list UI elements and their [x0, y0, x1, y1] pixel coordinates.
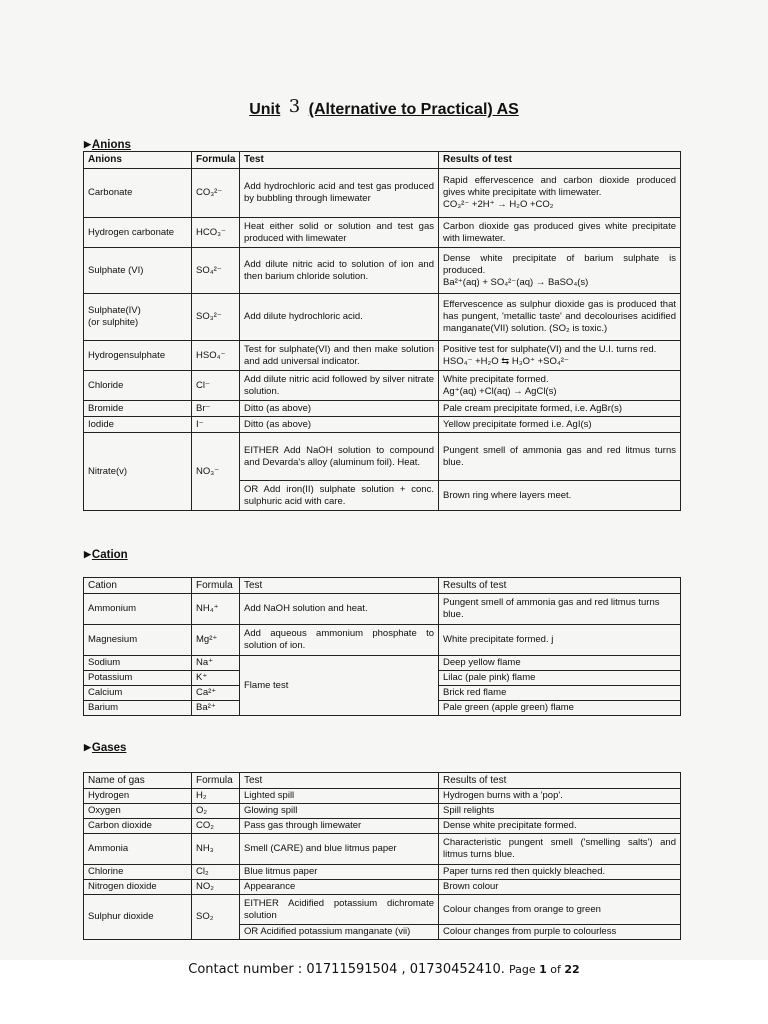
anion-formula: Cl⁻: [192, 371, 240, 401]
page-title: [0, 96, 768, 119]
table-row: [84, 789, 681, 804]
anion-formula: NO₃⁻: [192, 433, 240, 511]
contact-number: Contact number : 01711591504 , 01730452410.: [188, 962, 505, 977]
gas-formula: Cl₂: [192, 865, 240, 880]
anion-formula: Br⁻: [192, 401, 240, 417]
gas-result: Dense white precipitate formed.: [439, 819, 681, 834]
title-handwritten-number: 3: [288, 96, 301, 117]
gases-table: [83, 772, 681, 940]
gas-formula: NO₂: [192, 880, 240, 895]
gas-result: Spill relights: [439, 804, 681, 819]
anion-name: Carbonate: [84, 169, 192, 218]
table-row: [84, 401, 681, 417]
gas-test: Smell (CARE) and blue litmus paper: [240, 834, 439, 865]
anion-formula: SO₄²⁻: [192, 248, 240, 294]
table-header-row: [84, 578, 681, 594]
header-cell: Test: [240, 578, 439, 594]
result-equation: HSO₄⁻ +H₂O ⇆ H₃O⁺ +SO₄²⁻: [443, 355, 569, 367]
gas-formula: CO₂: [192, 819, 240, 834]
anion-formula: HCO₃⁻: [192, 218, 240, 248]
gas-name: Sulphur dioxide: [84, 895, 192, 940]
header-cell: Test: [240, 773, 439, 789]
anion-name: Iodide: [84, 417, 192, 433]
cation-result: White precipitate formed. j: [439, 625, 681, 656]
table-row: [84, 625, 681, 656]
header-cell: Formula: [192, 578, 240, 594]
result-equation: CO₃²⁻ +2H⁺ → H₂O +CO₂: [443, 199, 554, 210]
gas-result: Characteristic pungent smell ('smelling salts') and litmus turns blue.: [439, 834, 681, 865]
anion-formula: I⁻: [192, 417, 240, 433]
bullet-triangle-icon: ▶: [84, 139, 91, 149]
cation-test: Add aqueous ammonium phosphate to solution of ion.: [240, 625, 439, 656]
anion-name: Hydrogensulphate: [84, 341, 192, 371]
anion-name: Nitrate(v): [84, 433, 192, 511]
gas-name: Oxygen: [84, 804, 192, 819]
table-row: [84, 341, 681, 371]
title-suffix: (Alternative to Practical) AS: [308, 101, 519, 118]
header-cell: Results of test: [439, 152, 681, 169]
cation-result: Pale green (apple green) flame: [439, 701, 681, 716]
cation-formula: K⁺: [192, 671, 240, 686]
anion-test: Add dilute nitric acid followed by silver nitrate solution.: [240, 371, 439, 401]
result-equation: Ag⁺(aq) +Cl(aq) → AgCl(s): [443, 385, 557, 397]
cation-table: [83, 577, 681, 716]
anion-test: Test for sulphate(VI) and then make solution and add universal indicator.: [240, 341, 439, 371]
table-row: [84, 895, 681, 925]
anion-name: Sulphate (VI): [84, 248, 192, 294]
result-equation: Ba²⁺(aq) + SO₄²⁻(aq) → BaSO₄(s): [443, 276, 589, 288]
cation-name: Potassium: [84, 671, 192, 686]
anion-result: White precipitate formed. Ag⁺(aq) +Cl(aq) → AgCl(s): [439, 371, 681, 401]
anion-result: Yellow precipitate formed i.e. AgI(s): [439, 417, 681, 433]
header-cell: Formula: [192, 152, 240, 169]
section-heading-cation: ▶Cation: [84, 549, 128, 561]
cation-result: Deep yellow flame: [439, 656, 681, 671]
anion-result: Pale cream precipitate formed, i.e. AgBr(s): [439, 401, 681, 417]
anion-result: Rapid effervescence and carbon dioxide produced gives white precipitate with limewater. CO₃²⁻ +2H⁺ → H₂O +CO₂: [439, 169, 681, 218]
table-row: [84, 656, 681, 671]
table-row: [84, 433, 681, 481]
section-heading-anions: ▶Anions: [84, 139, 131, 151]
cation-result: Brick red flame: [439, 686, 681, 701]
gas-result: Hydrogen burns with a 'pop'.: [439, 789, 681, 804]
page-number: 1: [539, 963, 547, 976]
page-total: 22: [564, 963, 580, 976]
header-cell: Cation: [84, 578, 192, 594]
anion-name: Chloride: [84, 371, 192, 401]
gas-result: Brown colour: [439, 880, 681, 895]
table-row: [84, 594, 681, 625]
cation-name: Calcium: [84, 686, 192, 701]
bullet-triangle-icon: ▶: [84, 549, 91, 559]
gas-test: Pass gas through limewater: [240, 819, 439, 834]
anion-formula: SO₃²⁻: [192, 294, 240, 341]
table-row: [84, 834, 681, 865]
anion-test: Add dilute hydrochloric acid.: [240, 294, 439, 341]
anions-table: [83, 151, 681, 511]
gas-test: Lighted spill: [240, 789, 439, 804]
anion-name: Sulphate(IV) (or sulphite): [84, 294, 192, 341]
bullet-triangle-icon: ▶: [84, 742, 91, 752]
cation-name: Barium: [84, 701, 192, 716]
cation-test: Add NaOH solution and heat.: [240, 594, 439, 625]
anion-test: Ditto (as above): [240, 401, 439, 417]
table-row: [84, 371, 681, 401]
anion-result: Carbon dioxide gas produced gives white precipitate with limewater.: [439, 218, 681, 248]
cation-formula: Ba²⁺: [192, 701, 240, 716]
table-row: [84, 865, 681, 880]
anion-result-alt: Brown ring where layers meet.: [439, 481, 681, 511]
cation-formula: Na⁺: [192, 656, 240, 671]
anion-formula: CO₃²⁻: [192, 169, 240, 218]
table-header-row: [84, 152, 681, 169]
table-row: [84, 417, 681, 433]
cation-name: Magnesium: [84, 625, 192, 656]
header-cell: Formula: [192, 773, 240, 789]
anion-result: Pungent smell of ammonia gas and red litmus turns blue.: [439, 433, 681, 481]
page-footer: [0, 962, 768, 977]
gas-result: Colour changes from orange to green: [439, 895, 681, 925]
table-row: [84, 880, 681, 895]
anion-test: EITHER Add NaOH solution to compound and Devarda's alloy (aluminum foil). Heat.: [240, 433, 439, 481]
anion-result: Positive test for sulphate(VI) and the U.I. turns red. HSO₄⁻ +H₂O ⇆ H₃O⁺ +SO₄²⁻: [439, 341, 681, 371]
table-row: [84, 248, 681, 294]
anion-name: Bromide: [84, 401, 192, 417]
anion-test: Add dilute nitric acid to solution of ion and then barium chloride solution.: [240, 248, 439, 294]
header-cell: Test: [240, 152, 439, 169]
gas-formula: H₂: [192, 789, 240, 804]
table-row: [84, 804, 681, 819]
anion-test: Heat either solid or solution and test gas produced with limewater: [240, 218, 439, 248]
gas-formula: SO₂: [192, 895, 240, 940]
table-row: [84, 218, 681, 248]
cation-name: Ammonium: [84, 594, 192, 625]
gas-formula: O₂: [192, 804, 240, 819]
section-heading-gases: ▶Gases: [84, 742, 127, 754]
flame-test-cell: Flame test: [240, 656, 439, 716]
cation-result: Pungent smell of ammonia gas and red litmus turns blue.: [439, 594, 681, 625]
table-row: [84, 294, 681, 341]
table-row: [84, 169, 681, 218]
gas-test: EITHER Acidified potassium dichromate solution: [240, 895, 439, 925]
anion-formula: HSO₄⁻: [192, 341, 240, 371]
page-indicator: Page 1 of 22: [509, 963, 580, 976]
gas-name: Nitrogen dioxide: [84, 880, 192, 895]
cation-name: Sodium: [84, 656, 192, 671]
header-cell: Results of test: [439, 773, 681, 789]
cation-formula: Mg²⁺: [192, 625, 240, 656]
gas-name: Ammonia: [84, 834, 192, 865]
anion-name: Hydrogen carbonate: [84, 218, 192, 248]
table-row: [84, 819, 681, 834]
header-cell: Name of gas: [84, 773, 192, 789]
title-prefix: Unit: [249, 101, 281, 118]
table-header-row: [84, 773, 681, 789]
anion-test: Add hydrochloric acid and test gas produced by bubbling through limewater: [240, 169, 439, 218]
gas-name: Hydrogen: [84, 789, 192, 804]
cation-formula: NH₄⁺: [192, 594, 240, 625]
gas-formula: NH₃: [192, 834, 240, 865]
anion-test: Ditto (as above): [240, 417, 439, 433]
anion-result: Effervescence as sulphur dioxide gas is produced that has pungent, 'metallic taste' and decolourises acidified manganate(VII) solution. (SO₂ is toxic.): [439, 294, 681, 341]
gas-name: Chlorine: [84, 865, 192, 880]
gas-test-alt: OR Acidified potassium manganate (vii): [240, 925, 439, 940]
gas-result-alt: Colour changes from purple to colourless: [439, 925, 681, 940]
header-cell: Anions: [84, 152, 192, 169]
cation-formula: Ca²⁺: [192, 686, 240, 701]
gas-result: Paper turns red then quickly bleached.: [439, 865, 681, 880]
gas-name: Carbon dioxide: [84, 819, 192, 834]
header-cell: Results of test: [439, 578, 681, 594]
anion-test-alt: OR Add iron(II) sulphate solution + conc. sulphuric acid with care.: [240, 481, 439, 511]
gas-test: Glowing spill: [240, 804, 439, 819]
gas-test: Appearance: [240, 880, 439, 895]
cation-result: Lilac (pale pink) flame: [439, 671, 681, 686]
anion-result: Dense white precipitate of barium sulphate is produced. Ba²⁺(aq) + SO₄²⁻(aq) → BaSO₄(s): [439, 248, 681, 294]
gas-test: Blue litmus paper: [240, 865, 439, 880]
